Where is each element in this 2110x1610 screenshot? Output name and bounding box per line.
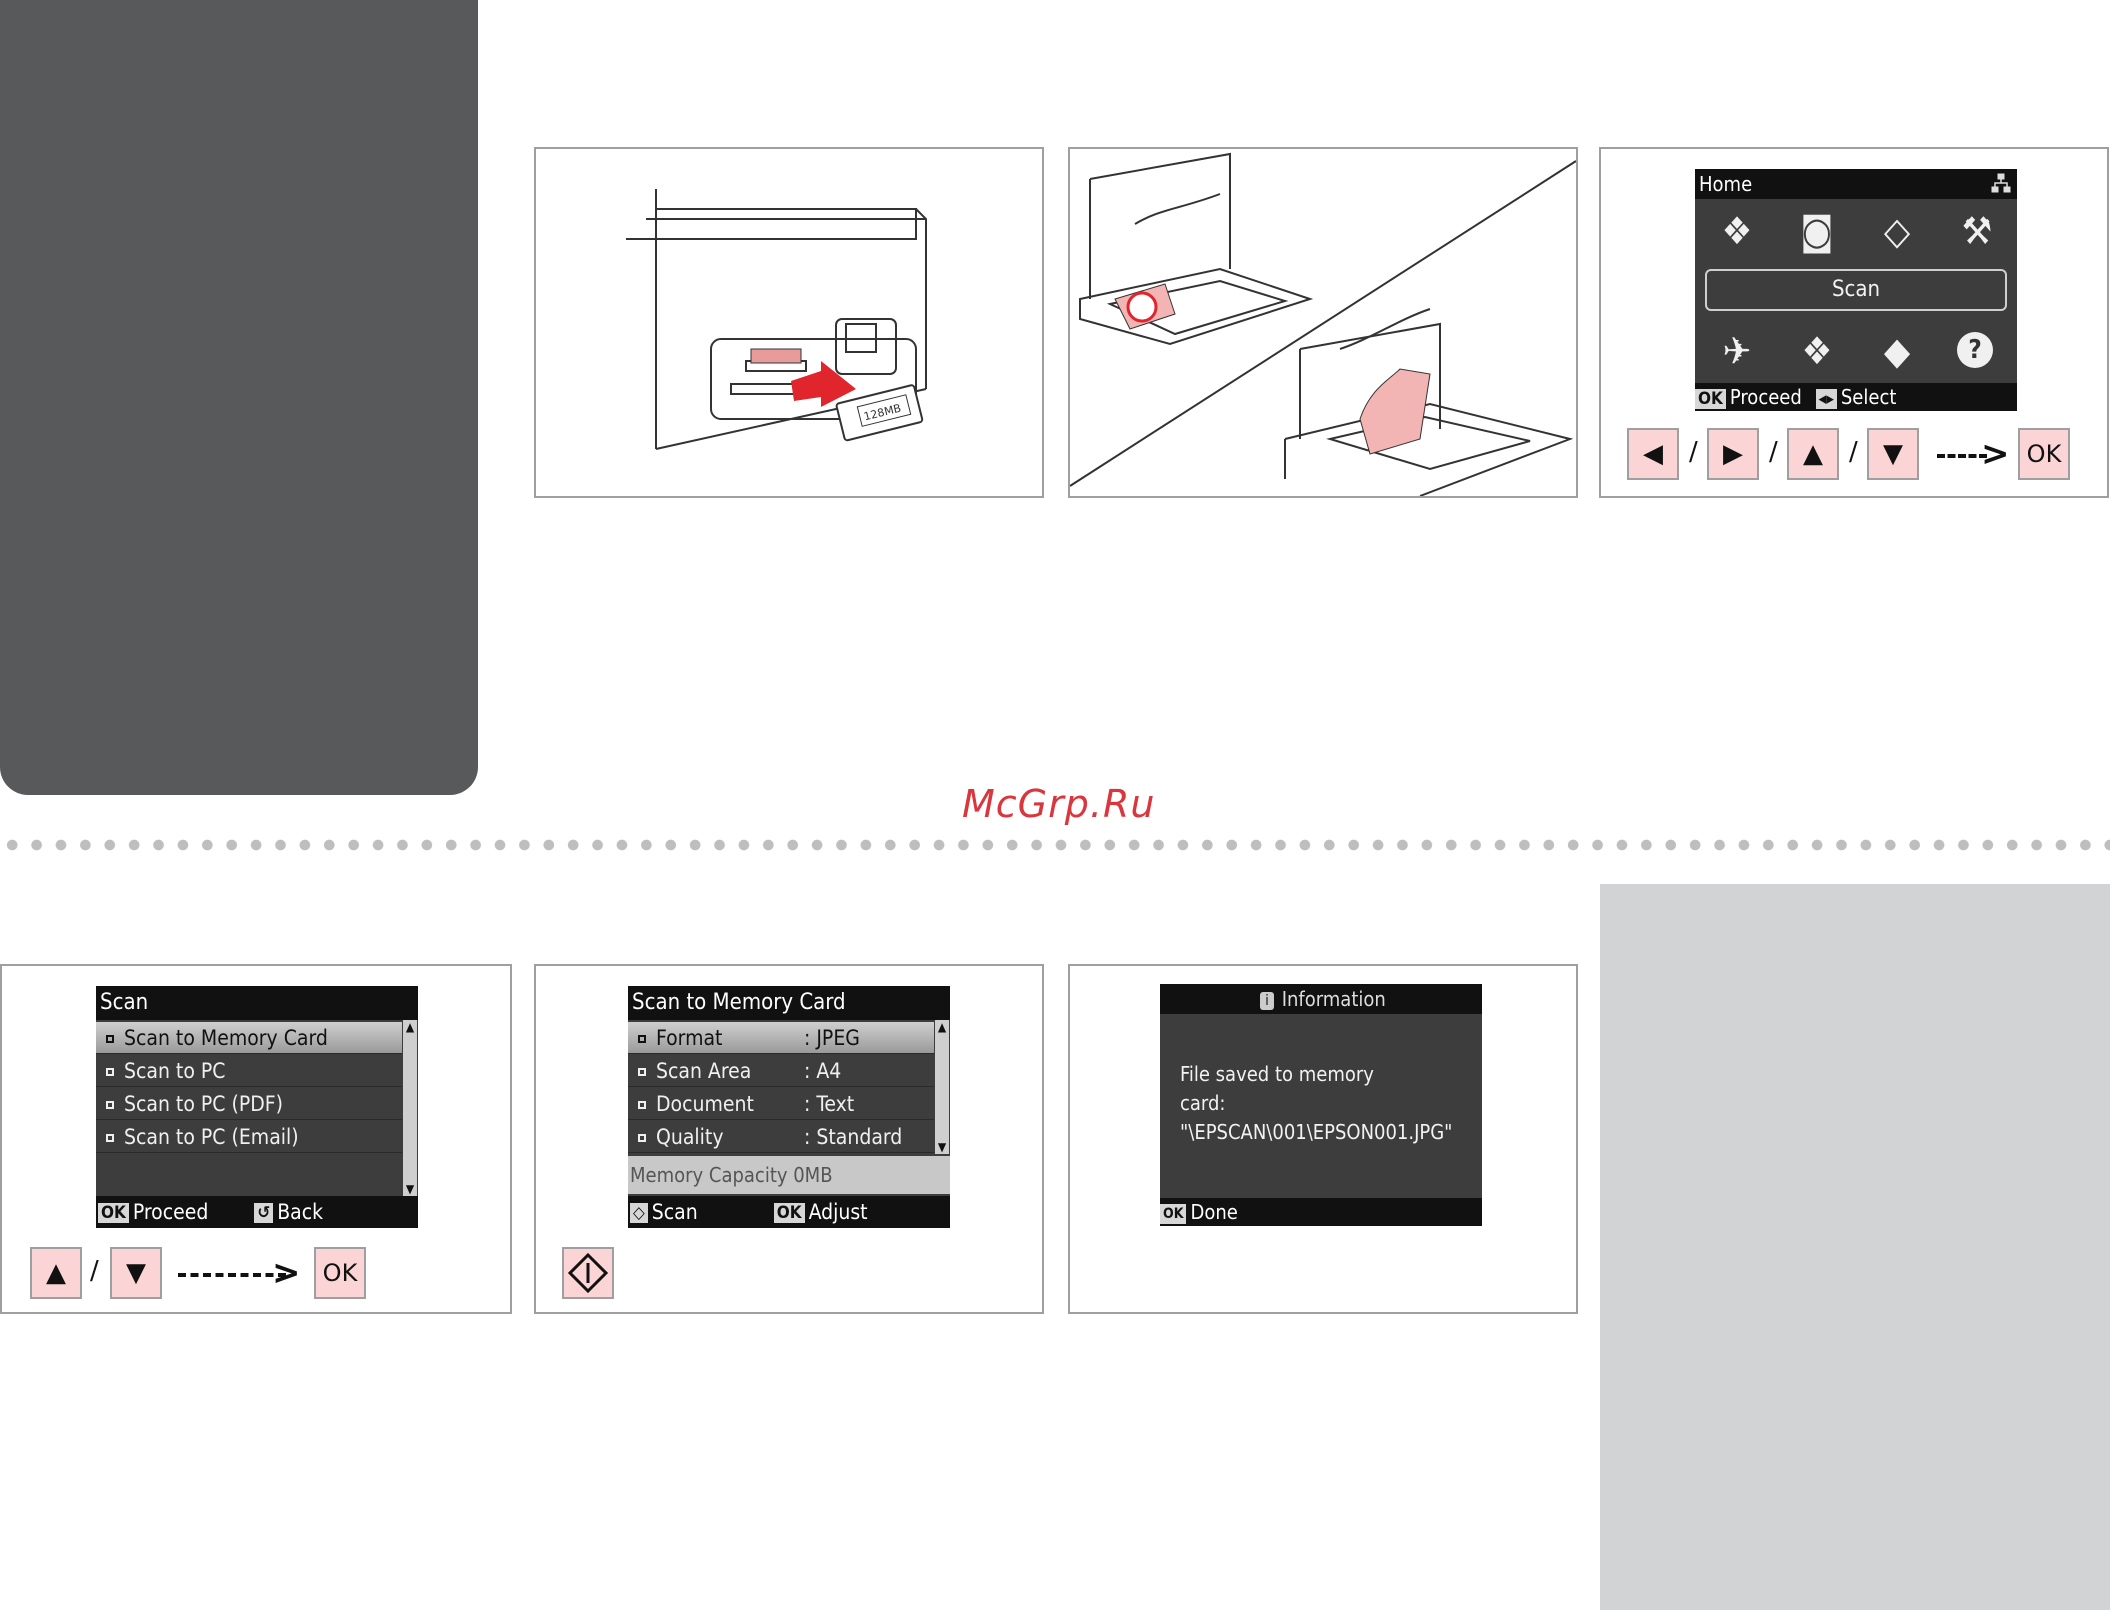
bullet-icon [638,1068,646,1076]
back-icon: ↺ [254,1203,273,1223]
ok-badge: OK [1160,1204,1186,1224]
bullet-icon [106,1068,114,1076]
footer-back: Back [277,1200,324,1224]
up-arrow-key[interactable]: ▲ [30,1247,82,1299]
layout-icon[interactable]: ❖ [1801,329,1833,373]
start-key[interactable] [562,1247,614,1299]
footer-proceed: Proceed [132,1200,209,1224]
down-arrow-key[interactable]: ▼ [110,1247,162,1299]
select-arrows-icon: ◂▸ [1816,389,1837,409]
slash-separator: / [1769,437,1778,467]
start-icon: ◇ [630,1203,648,1223]
scrollbar[interactable] [935,1020,949,1154]
memory-card-illustration [536,149,1042,496]
setting-row-quality[interactable] [628,1121,934,1153]
ok-key[interactable]: OK [2018,428,2070,480]
selected-item-label: Scan [1705,269,2007,311]
bullet-icon [638,1134,646,1142]
menu-item-scan-to-pc-pdf[interactable] [96,1088,402,1120]
ok-key[interactable]: OK [314,1247,366,1299]
scroll-down-icon: ▼ [405,1182,415,1196]
card-label: 128MB [862,401,903,424]
home-title: Home [1695,169,2017,199]
setting-label: Format [656,1026,723,1050]
ok-badge: OK [98,1203,129,1223]
setup-icon[interactable]: ⚒ [1961,209,1993,253]
info-message-line: card: [1180,1091,1226,1115]
setting-value: : A4 [804,1059,842,1083]
slash-separator: / [1849,437,1858,467]
footer-scan: Scan [651,1200,698,1224]
memory-capacity: Memory Capacity 0MB [628,1156,950,1194]
setting-row-document[interactable] [628,1088,934,1120]
scan-menu-lcd [96,986,418,1228]
scrollbar[interactable] [403,1020,417,1196]
setting-label: Scan Area [656,1059,752,1083]
dotted-divider [0,838,2110,852]
setting-value: : Standard [804,1125,903,1149]
copy-icon[interactable]: ❖ [1721,209,1753,253]
setting-row-scan-area[interactable] [628,1055,934,1087]
menu-item-label: Scan to Memory Card [124,1026,328,1050]
setting-row-format[interactable] [628,1022,934,1054]
info-header [1160,984,1482,1014]
step-insert-card-panel [534,147,1044,498]
up-arrow-key[interactable]: ▲ [1787,428,1839,480]
bullet-icon [638,1101,646,1109]
dashed-arrow [1937,454,1987,462]
ok-badge: OK [1695,389,1726,409]
notes-box [1600,884,2110,1610]
print-icon[interactable]: ◆ [1883,329,1911,373]
menu-item-scan-to-memory-card[interactable] [96,1022,402,1054]
info-lcd [1160,984,1482,1226]
fax-icon[interactable]: ✈ [1722,329,1752,373]
bullet-icon [638,1035,646,1043]
step-select-scan-panel [1599,147,2109,498]
scroll-up-icon: ▲ [937,1020,947,1034]
setting-label: Document [656,1092,754,1116]
scan-settings-footer [628,1196,950,1228]
scanner-illustration [1070,149,1576,496]
scroll-down-icon: ▼ [937,1140,947,1154]
setting-value: : Text [804,1092,855,1116]
ok-badge: OK [774,1203,805,1223]
footer-proceed: Proceed [1729,385,1802,409]
scan-settings-lcd [628,986,950,1228]
scan-menu-footer [96,1196,418,1228]
home-footer [1695,383,2017,411]
photo-icon[interactable]: ◙ [1800,209,1834,253]
section-sidebar [0,0,478,795]
step-scan-settings-panel [534,964,1044,1314]
scan-menu-title: Scan [96,986,418,1020]
watermark: McGrp.Ru [962,782,1156,826]
home-lcd-screen [1695,169,2017,411]
dashed-arrow [178,1273,286,1281]
footer-adjust: Adjust [808,1200,868,1224]
bullet-icon [106,1134,114,1142]
left-arrow-key[interactable]: ◀ [1627,428,1679,480]
info-message-line: File saved to memory [1180,1062,1374,1086]
step-complete-panel [1068,964,1578,1314]
menu-item-label: Scan to PC [124,1059,226,1083]
slash-separator: / [1689,437,1698,467]
scroll-up-icon: ▲ [405,1020,415,1034]
menu-item-label: Scan to PC (Email) [124,1125,299,1149]
bullet-icon [106,1101,114,1109]
right-arrow-key[interactable]: ▶ [1707,428,1759,480]
footer-done: Done [1190,1200,1238,1224]
setting-value: : JPEG [804,1026,860,1050]
menu-item-scan-to-pc[interactable] [96,1055,402,1087]
menu-item-scan-to-pc-email[interactable] [96,1121,402,1153]
info-icon: i [1260,992,1274,1010]
down-arrow-key[interactable]: ▼ [1867,428,1919,480]
bullet-icon [106,1035,114,1043]
info-message-path: "\EPSCAN\001\EPSON001.JPG" [1180,1120,1453,1144]
scan-icon[interactable]: ◇ [1883,209,1911,253]
arrow-head-icon: > [272,1253,301,1293]
footer-select: Select [1840,385,1897,409]
info-footer [1160,1198,1482,1226]
step-scan-menu-panel [0,964,512,1314]
setting-label: Quality [656,1125,724,1149]
info-title: Information [1281,987,1386,1011]
help-icon[interactable]: ? [1957,332,1993,368]
info-message [1180,1060,1452,1147]
menu-item-label: Scan to PC (PDF) [124,1092,284,1116]
arrow-head-icon: > [1981,434,2010,474]
network-icon [1991,173,2011,193]
slash-separator: / [90,1256,99,1286]
start-icon [564,1249,612,1297]
step-place-original-panel [1068,147,1578,498]
scan-settings-title: Scan to Memory Card [628,986,950,1020]
